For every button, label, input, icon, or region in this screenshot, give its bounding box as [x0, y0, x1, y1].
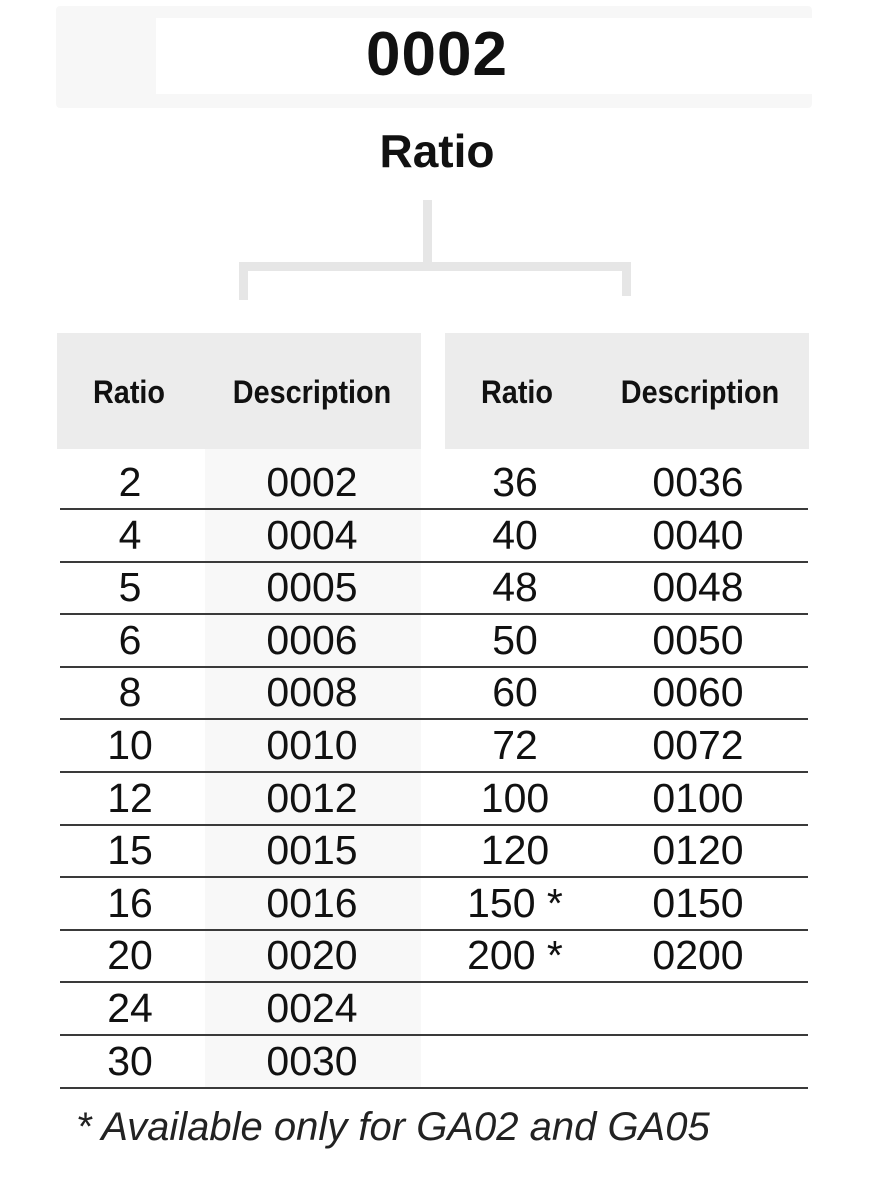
ratio-cell-left: 8 — [118, 669, 142, 716]
ratio-cell-right: 40 — [492, 511, 538, 558]
header-ratio-right: Ratio — [481, 374, 553, 410]
description-cell-right: 0050 — [652, 616, 744, 663]
description-cell-right: 0048 — [652, 564, 744, 611]
ratio-cell-right: 100 — [480, 774, 550, 821]
description-cell-left: 0020 — [266, 932, 358, 979]
description-cell-right: 0200 — [652, 932, 744, 979]
ratio-cell-left: 30 — [107, 1037, 153, 1084]
header-description-left: Description — [232, 374, 392, 410]
table-header-right — [445, 333, 809, 449]
ratio-cell-left: 20 — [107, 932, 153, 979]
description-cell-left: 0012 — [266, 774, 358, 821]
ratio-cell-left: 6 — [118, 616, 142, 663]
description-cell-left: 0002 — [266, 459, 358, 505]
ratio-cell-left: 16 — [107, 879, 153, 926]
header-description-right: Description — [620, 374, 780, 410]
description-cell-right: 0100 — [652, 774, 744, 821]
ratio-cell-left: 2 — [118, 459, 142, 505]
description-cell-left: 0015 — [266, 827, 358, 874]
ratio-cell-right: 60 — [492, 669, 538, 716]
ratio-cell-right: 48 — [492, 564, 538, 611]
description-cell-left: 0005 — [266, 564, 358, 611]
ratio-cell-right: 200 * — [467, 932, 563, 979]
description-cell-right: 0120 — [652, 827, 744, 874]
description-cell-right: 0060 — [652, 669, 744, 716]
bracket-right-leg — [622, 262, 631, 296]
ratio-cell-right: 120 — [480, 827, 550, 874]
ratio-cell-left: 10 — [107, 722, 153, 768]
ratio-cell-left: 24 — [107, 985, 153, 1031]
bracket-left-leg — [239, 262, 248, 300]
ratio-cell-right: 50 — [492, 616, 538, 663]
description-cell-right: 0150 — [652, 879, 744, 926]
section-title: Ratio — [379, 125, 495, 177]
ratio-cell-left: 5 — [118, 564, 142, 611]
ratio-cell-left: 4 — [118, 511, 142, 558]
ratio-cell-left: 15 — [107, 827, 153, 874]
header-ratio-left: Ratio — [93, 374, 165, 410]
description-cell-left: 0016 — [266, 879, 358, 926]
ratio-cell-right: 150 * — [467, 879, 563, 926]
ratio-cell-right: 72 — [492, 722, 538, 768]
bracket-stem — [423, 200, 432, 270]
description-cell-left: 0008 — [266, 669, 358, 716]
table-header-left — [57, 333, 421, 449]
description-cell-left: 0006 — [266, 616, 358, 663]
footnote: * Available only for GA02 and GA05 — [76, 1105, 710, 1149]
ratio-cell-left: 12 — [107, 774, 153, 821]
description-cell-left: 0030 — [266, 1037, 358, 1084]
description-cell-right: 0072 — [652, 722, 744, 768]
description-cell-right: 0040 — [652, 511, 744, 558]
ratio-cell-right: 36 — [492, 459, 538, 505]
description-cell-left: 0010 — [266, 722, 358, 768]
description-cell-right: 0036 — [652, 459, 744, 505]
bracket-bar — [239, 262, 631, 271]
description-cell-left: 0004 — [266, 511, 358, 558]
description-cell-left: 0024 — [266, 985, 358, 1031]
code-title: 0002 — [366, 20, 508, 89]
